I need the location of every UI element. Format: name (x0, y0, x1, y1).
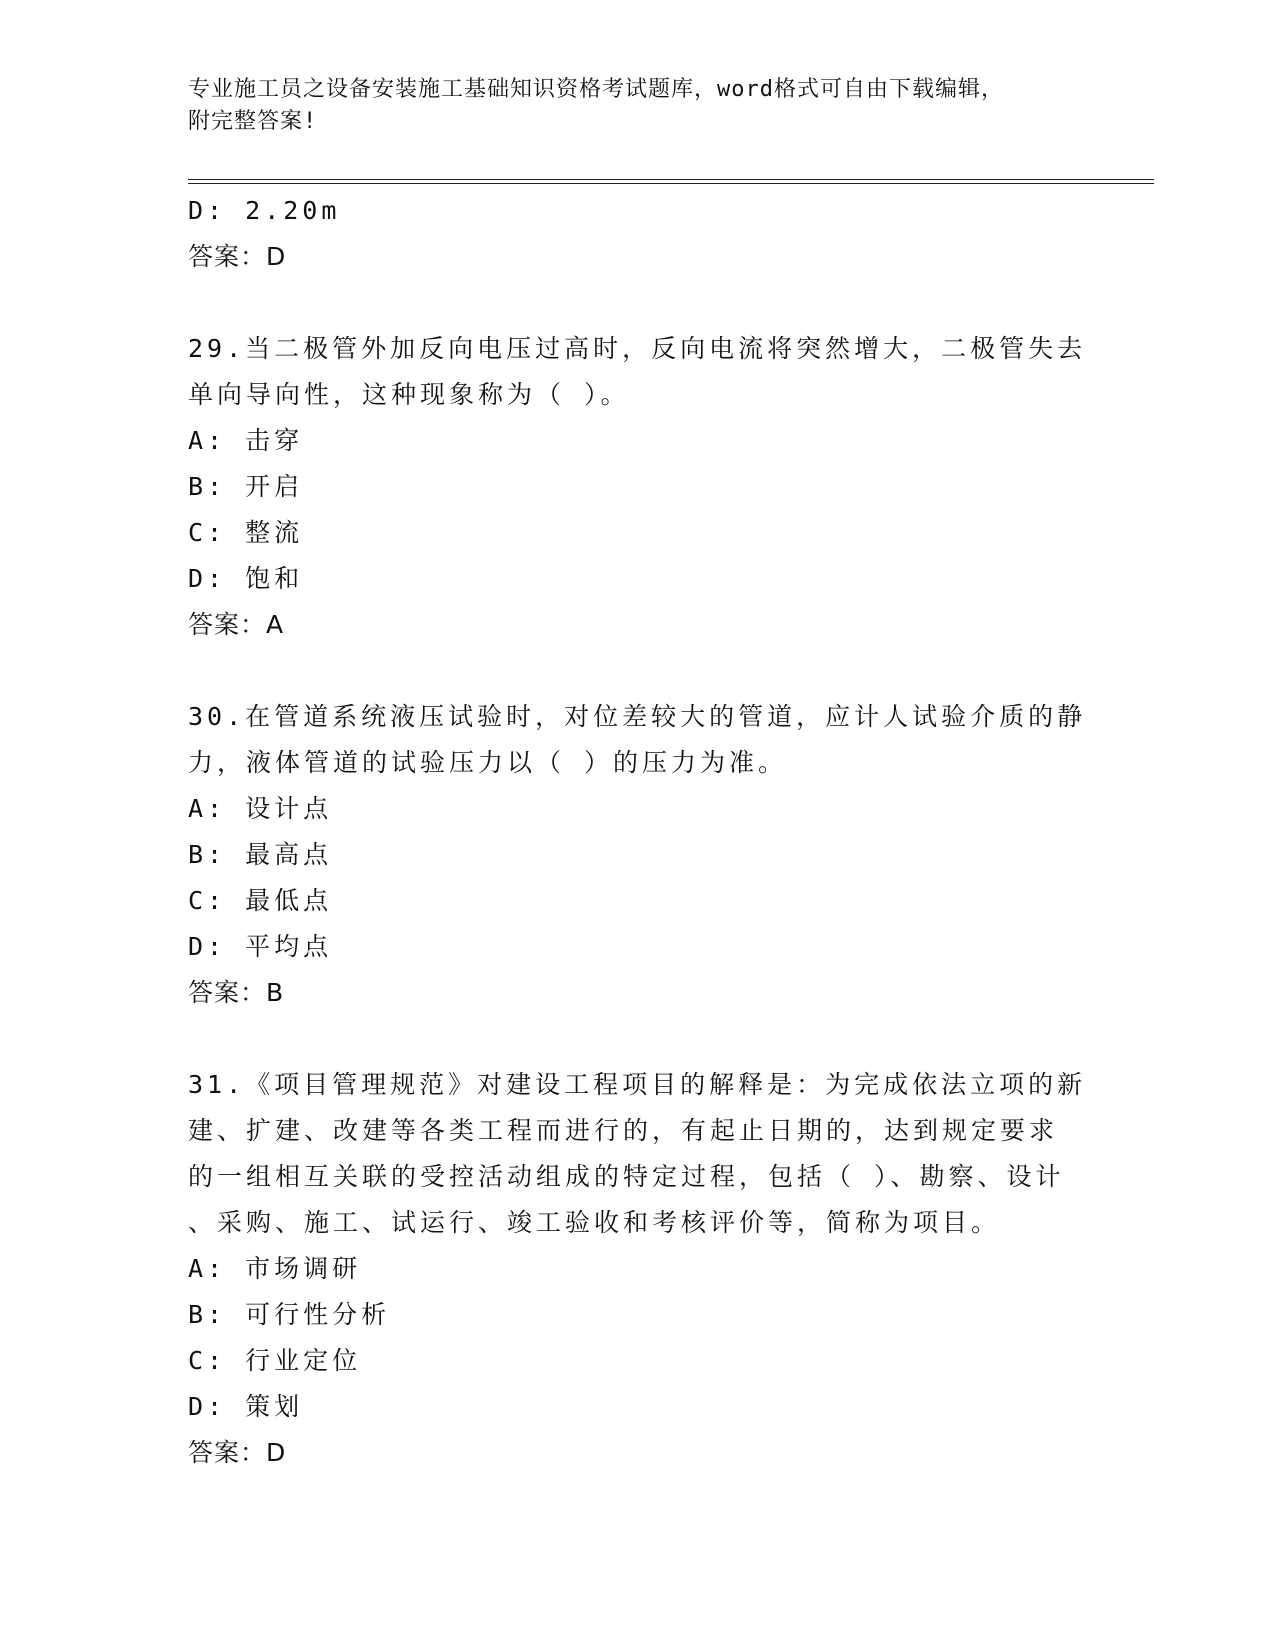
question-29 (188, 326, 1088, 648)
question-stem-line: 的一组相互关联的受控活动组成的特定过程，包括（ ）、勘察、设计 (188, 1162, 1065, 1191)
option-d: D: 饱和 (188, 564, 304, 593)
answer: 答案：D (188, 1438, 287, 1467)
option-b: B: 可行性分析 (188, 1300, 391, 1329)
prev-answer: 答案：D (188, 242, 287, 271)
header-divider-top (188, 179, 1154, 180)
spacer (188, 280, 1088, 326)
option-c: C: 行业定位 (188, 1346, 362, 1375)
option-b: B: 最高点 (188, 840, 333, 869)
header-line-2: 附完整答案! (188, 109, 318, 134)
question-list (188, 188, 1088, 1476)
question-stem-line: 29.当二极管外加反向电压过高时，反向电流将突然增大，二极管失去 (188, 334, 1087, 363)
question-31 (188, 1062, 1088, 1476)
option-c: C: 最低点 (188, 886, 333, 915)
option-b: B: 开启 (188, 472, 304, 501)
answer: 答案：A (188, 610, 285, 639)
spacer (188, 1016, 1088, 1062)
question-stem-line: 31.《项目管理规范》对建设工程项目的解释是：为完成依法立项的新 (188, 1070, 1087, 1099)
header-divider-bottom (188, 183, 1154, 184)
document-header (188, 74, 1088, 138)
question-stem-line: 30.在管道系统液压试验时，对位差较大的管道，应计人试验介质的静 (188, 702, 1087, 731)
header-line-1: 专业施工员之设备安装施工基础知识资格考试题库，word格式可自由下载编辑， (188, 77, 1004, 102)
option-a: A: 市场调研 (188, 1254, 362, 1283)
option-a: A: 设计点 (188, 794, 333, 823)
question-stem-line: 、采购、施工、试运行、竣工验收和考核评价等，简称为项目。 (188, 1208, 1001, 1237)
option-a: A: 击穿 (188, 426, 304, 455)
question-stem-line: 单向导向性，这种现象称为（ ）。 (188, 380, 630, 409)
question-30 (188, 694, 1088, 1016)
answer: 答案：B (188, 978, 285, 1007)
option-d: D: 策划 (188, 1392, 304, 1421)
option-d: D: 平均点 (188, 932, 333, 961)
option-c: C: 整流 (188, 518, 304, 547)
spacer (188, 648, 1088, 694)
question-stem-line: 建、扩建、改建等各类工程而进行的，有起止日期的，达到规定要求 (188, 1116, 1059, 1145)
question-stem-line: 力，液体管道的试验压力以（ ）的压力为准。 (188, 748, 788, 777)
prev-option-d: D: 2.20m (188, 196, 341, 225)
